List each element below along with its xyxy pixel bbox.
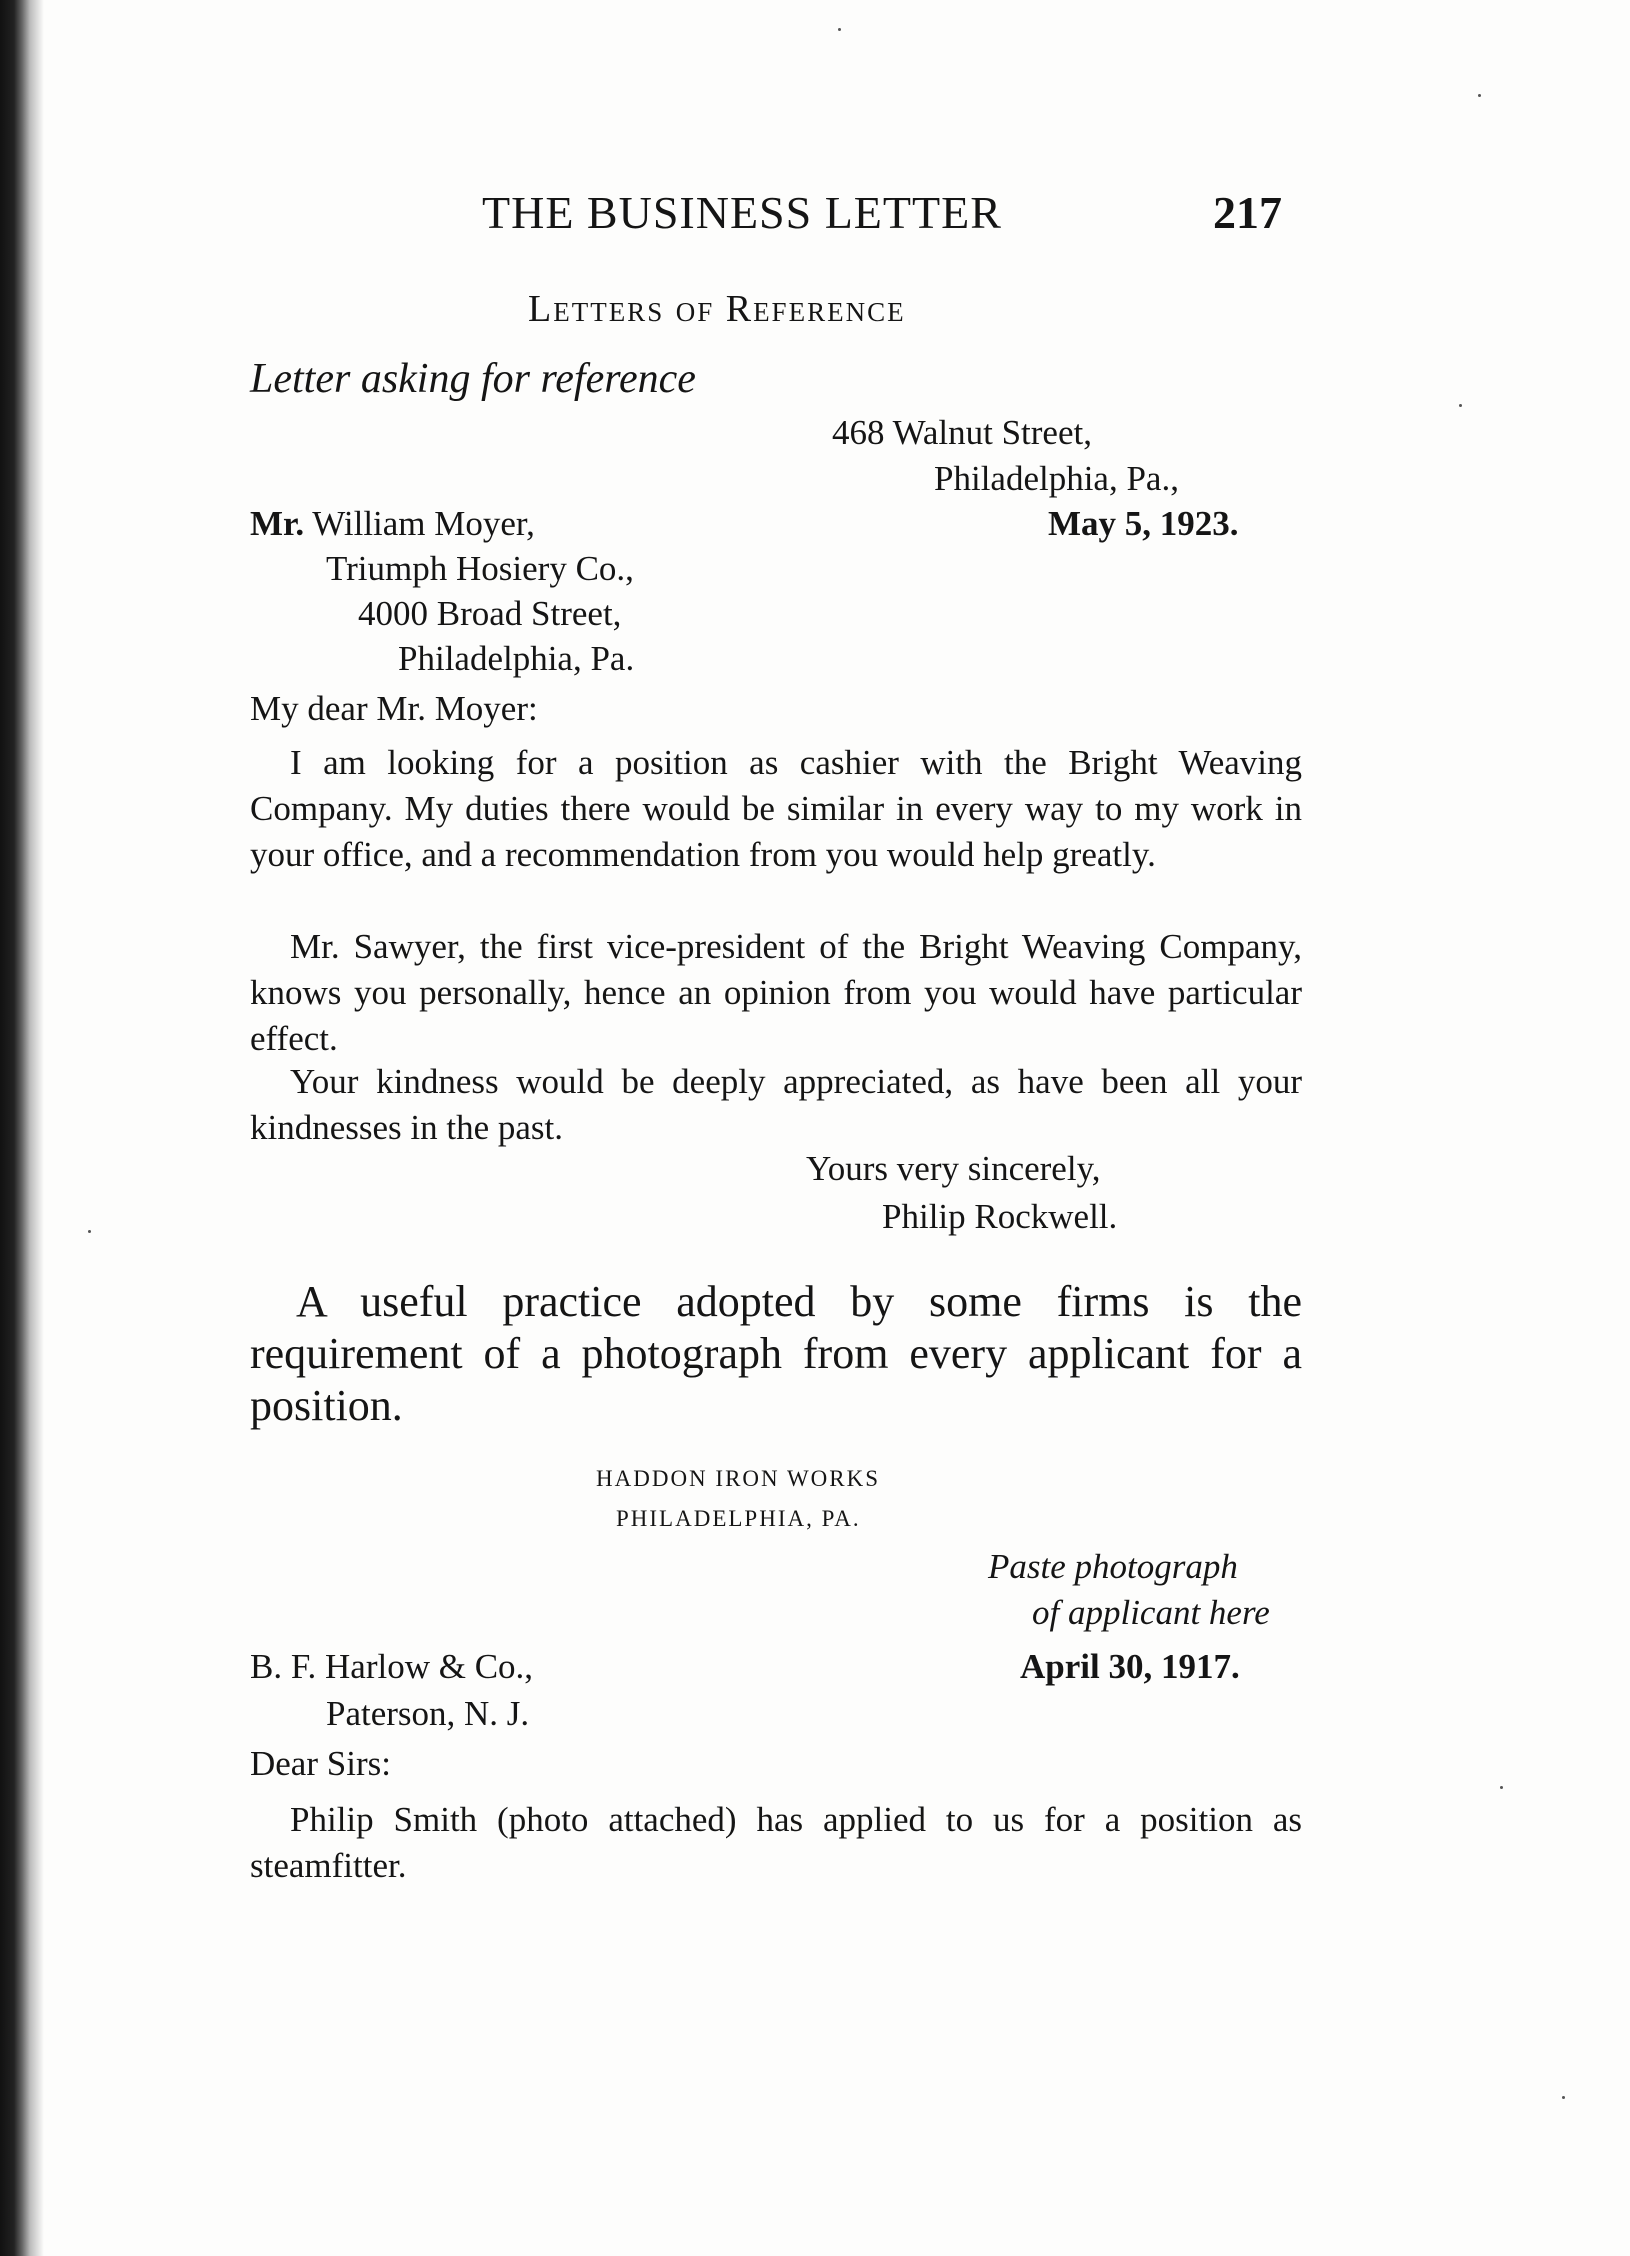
sender-address-line: 468 Walnut Street,	[832, 413, 1092, 452]
letter-paragraph: Your kindness would be deeply appreciated, as have been all your kindnesses in the past.	[250, 1062, 1302, 1147]
letter-greeting: Dear Sirs:	[250, 1744, 391, 1783]
letter-date: May 5, 1923.	[1048, 504, 1239, 543]
recipient-address-line: Triumph Hosiery Co.,	[326, 549, 634, 588]
recipient-address-line: Philadelphia, Pa.	[398, 639, 635, 678]
letter-date: April 30, 1917.	[1020, 1647, 1240, 1686]
print-speck	[1500, 1786, 1503, 1789]
binding-edge	[0, 0, 44, 2256]
letterhead-line: PHILADELPHIA, PA.	[616, 1506, 861, 1531]
recipient-address-line: Paterson, N. J.	[326, 1694, 530, 1733]
letter-paragraph: Philip Smith (photo attached) has applied to us for a position as steamfitter.	[250, 1800, 1302, 1885]
letter-paragraph: I am looking for a position as cashier with the Bright Weaving Company. My duties there would be similar in every way to my work in your office, and a recommendation from you would help greatly.	[250, 743, 1302, 874]
letter-greeting: My dear Mr. Moyer:	[250, 689, 538, 728]
letter-closing: Yours very sincerely,	[806, 1149, 1101, 1188]
print-speck	[1478, 94, 1481, 97]
recipient-name: B. F. Harlow & Co.,	[250, 1647, 534, 1686]
print-speck	[1562, 2096, 1565, 2099]
letter-signature: Philip Rockwell.	[882, 1197, 1118, 1236]
recipient-name: William Moyer,	[312, 504, 535, 543]
recipient-address-line: 4000 Broad Street,	[358, 594, 622, 633]
photo-note-line: Paste photograph	[988, 1547, 1238, 1586]
recipient-title: Mr.	[250, 504, 305, 543]
recipient-name-line	[250, 501, 535, 547]
print-speck	[838, 28, 841, 31]
photo-note-line: of applicant here	[1032, 1593, 1270, 1632]
letter-subheading: Letter asking for reference	[250, 356, 696, 402]
sender-address-line: Philadelphia, Pa.,	[934, 459, 1179, 498]
running-title: THE BUSINESS LETTER	[482, 187, 1002, 238]
print-speck	[1459, 404, 1462, 407]
practice-note: A useful practice adopted by some firms is the requirement of a photograph from every applicant for a position.	[250, 1277, 1302, 1430]
section-heading: Letters of Reference	[528, 288, 906, 330]
letter-paragraph: Mr. Sawyer, the first vice-president of the Bright Weaving Company, knows you personally, hence an opinion from you would have particular effect.	[250, 927, 1302, 1058]
letterhead-line: HADDON IRON WORKS	[596, 1466, 881, 1491]
print-speck	[88, 1230, 91, 1233]
page-number: 217	[1213, 187, 1282, 238]
